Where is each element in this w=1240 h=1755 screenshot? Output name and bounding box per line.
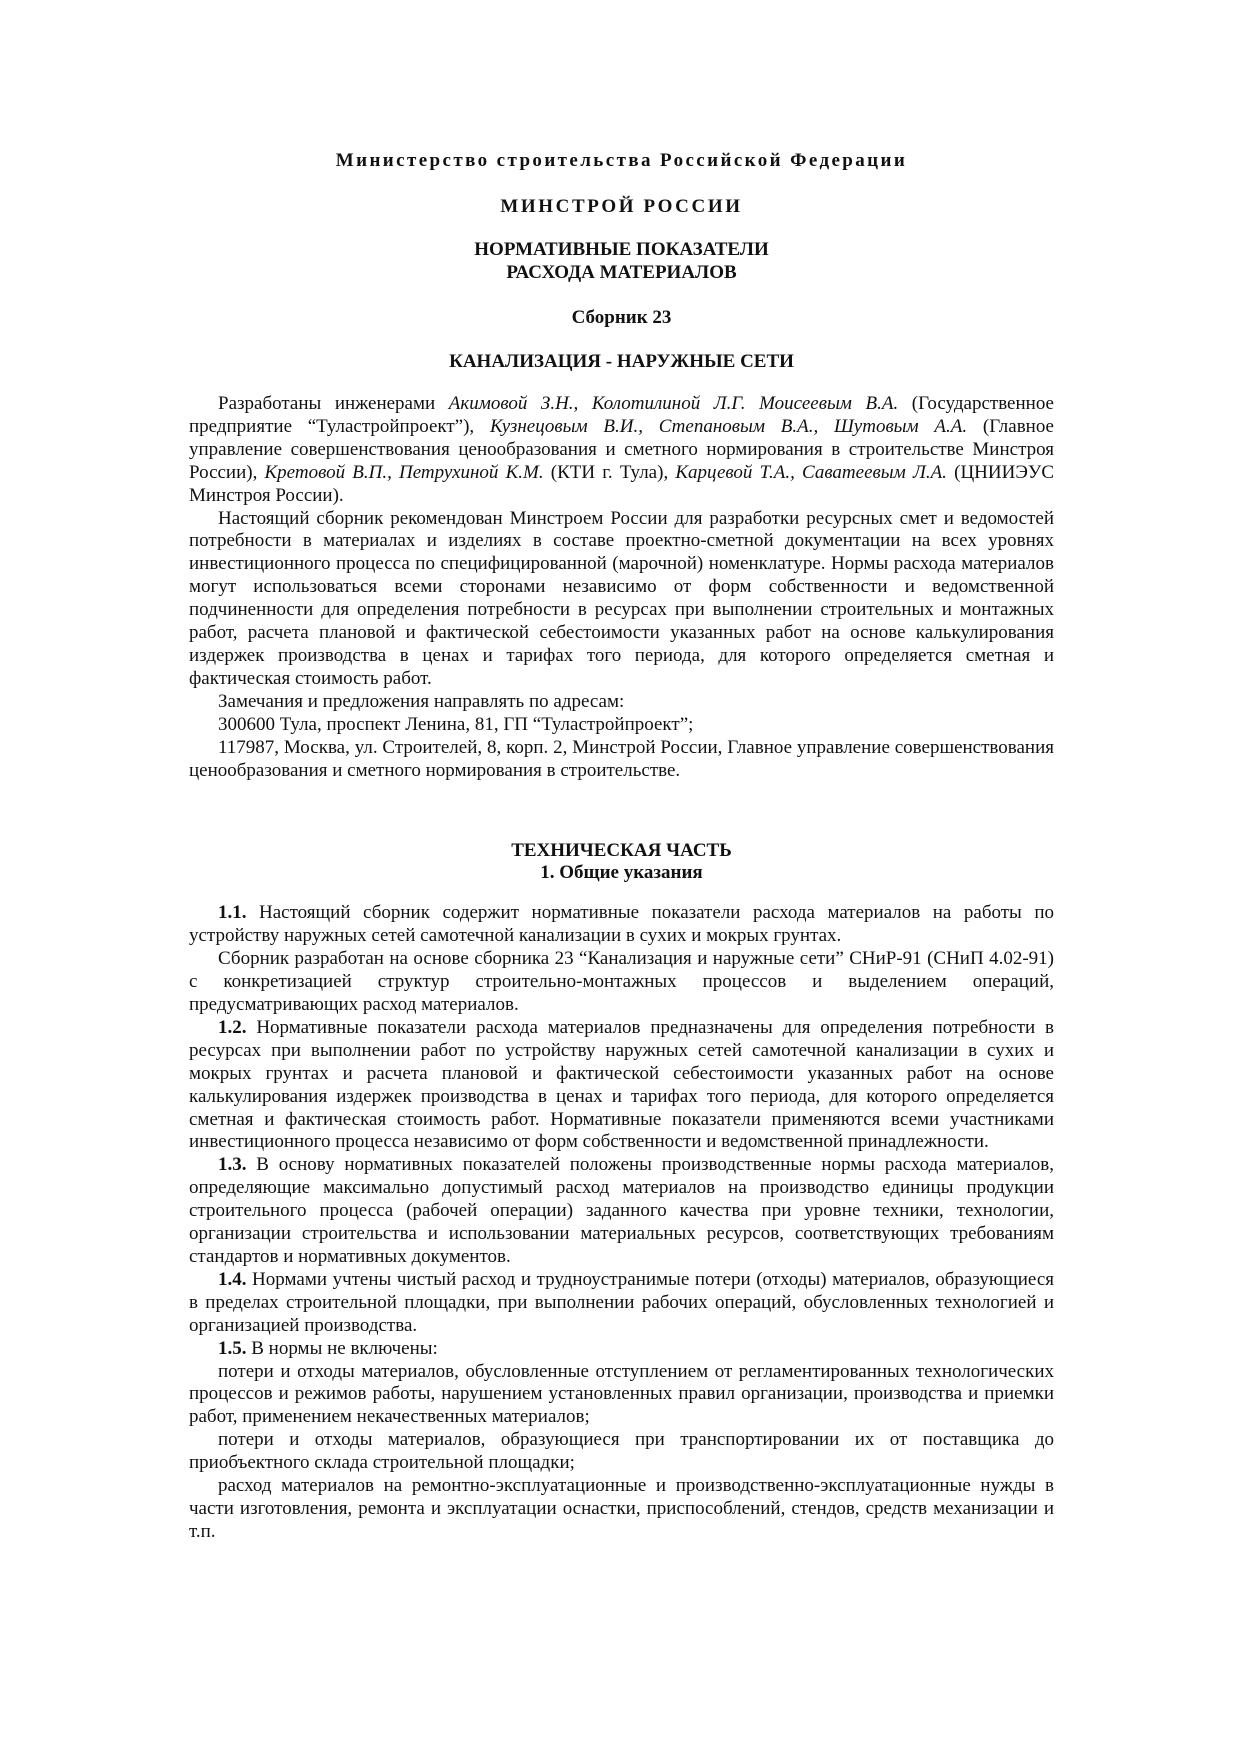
technical-section	[189, 902, 1054, 1543]
authors-text-2: (Государственное предприятие “Туластройпроект”),	[189, 393, 1054, 437]
clause-1-1	[189, 902, 1054, 948]
clause-1-1-basis: Сборник разработан на основе сборника 23 “Канализация и наружные сети” СНиР-91 (СНиП 4.02-91) с конкретизацией структур строительно-монтажных процессов и выделением операций, предусматривающих расход материалов.	[189, 948, 1054, 1016]
general-instructions-title: 1. Общие указания	[540, 862, 703, 884]
authors-names-2: Кузнецовым В.И., Степановым В.А., Шутовым А.А.	[489, 415, 968, 437]
clause-number: 1.4.	[218, 1268, 247, 1290]
document-title	[189, 238, 1054, 284]
clause-text: Настоящий сборник содержит нормативные показатели расхода материалов на работы по устройству наружных сетей самотечной канализации в сухих и мокрых грунтах.	[189, 902, 1054, 947]
intro-address-moscow: 117987, Москва, ул. Строителей, 8, корп. 2, Минстрой России, Главное управление совершенствования ценообразования и сметного нормирования в строительстве.	[189, 736, 1054, 781]
spacer	[189, 782, 1054, 840]
authors-names-4: Карцевой Т.А., Саватеевым Л.А.	[675, 461, 947, 483]
minstroy-title: МИНСТРОЙ РОССИИ	[500, 196, 743, 217]
ministry-title: Министерство строительства Российской Федерации	[335, 150, 908, 171]
authors-names-3: Кретовой В.П., Петрухиной К.М.	[264, 461, 544, 483]
intro-authors-paragraph	[189, 393, 1054, 508]
collection-topic: КАНАЛИЗАЦИЯ - НАРУЖНЫЕ СЕТИ	[449, 351, 794, 372]
clause-1-5-item-c: расход материалов на ремонтно-эксплуатационные и производственно-эксплуатационные нужды в части изготовления, ремонта и эксплуатации оснастки, приспособлений, стендов, средств механизации и т.п.	[189, 1475, 1054, 1542]
authors-text-1: Разработаны инженерами	[218, 393, 449, 414]
clause-number: 1.2.	[218, 1016, 247, 1038]
intro-purpose-paragraph: Настоящий сборник рекомендован Минстроем России для разработки ресурсных смет и ведомостей потребности в материалах и изделиях в составе проектно-сметной документации на всех уровнях инвестиционного процесса по специфицированной (марочной) номенклатуре. Нормы расхода материалов могут использоваться всеми сторонами независимо от форм собственности и ведомственной подчиненности для определения потребности в ресурсах при выполнении строительных и монтажных работ, расчета плановой и фактической себестоимости указанных работ на основе калькулирования издержек производства в ценах и тарифах того периода, для которого определяется сметная и фактическая стоимость работ.	[189, 507, 1054, 689]
document-page	[189, 146, 1054, 1544]
intro-address-tula: 300600 Тула, проспект Ленина, 81, ГП “Туластройпроект”;	[218, 713, 694, 735]
clause-number: 1.3.	[218, 1154, 247, 1176]
document-title-line2: РАСХОДА МАТЕРИАЛОВ	[506, 262, 737, 283]
clause-1-3	[189, 1154, 1054, 1269]
technical-part-heading	[189, 840, 1054, 884]
clause-1-5	[189, 1338, 1054, 1361]
clause-number: 1.5.	[218, 1337, 247, 1359]
clause-text: Нормативные показатели расхода материалов предназначены для определения потребности в ресурсах при выполнении работ по устройству наружных сетей самотечной канализации в сухих и мокрых грунтах и расчета плановой и фактической себестоимости указанных работ на основе калькулирования издержек производства в ценах и тарифах того периода, для которого определяется сметная и фактическая стоимость работ. Нормативные показатели применяются всеми участниками инвестиционного процесса независимо от форм собственности и ведомственной принадлежности.	[189, 1016, 1054, 1153]
authors-text-4: (КТИ г. Тула),	[543, 461, 676, 483]
technical-part-title: ТЕХНИЧЕСКАЯ ЧАСТЬ	[511, 840, 732, 862]
collection-number: Сборник 23	[571, 307, 672, 328]
clause-1-2	[189, 1017, 1054, 1154]
clause-1-5-item-b: потери и отходы материалов, образующиеся при транспортировании их от поставщика до приобъектного склада строительной площадки;	[189, 1429, 1054, 1474]
authors-text-5: (ЦНИИЭУС Минстроя России).	[189, 461, 1055, 506]
clause-text: В основу нормативных показателей положены производственные нормы расхода материалов, определяющие максимально допустимый расход материалов на производство единицы продукции строительного процесса (рабочей операции) заданного качества при уровне техники, технологии, организации строительства и использовании материальных ресурсов, соответствующих требованиям стандартов и нормативных документов.	[189, 1154, 1054, 1267]
document-title-line1: НОРМАТИВНЫЕ ПОКАЗАТЕЛИ	[474, 239, 769, 260]
clause-1-5-item-a: потери и отходы материалов, обусловленные отступлением от регламентированных технологических процессов и режимов работы, нарушением установленных правил организации, производства и приемки работ, применением некачественных материалов;	[189, 1360, 1054, 1428]
authors-names-1: Акимовой З.Н., Колотилиной Л.Г. Моисеевым В.А.	[448, 393, 899, 414]
clause-text: Нормами учтены чистый расход и трудноустранимые потери (отходы) материалов, образующиеся в пределах строительной площадки, при выполнении рабочих операций, обусловленных технологией и организацией производства.	[189, 1268, 1054, 1336]
authors-text-3: (Главное управление совершенствования ценообразования и сметного нормирования в строительстве Минстроя России),	[189, 415, 1054, 483]
clause-1-4	[189, 1269, 1054, 1338]
intro-section	[189, 393, 1054, 782]
intro-feedback-paragraph: Замечания и предложения направлять по адресам:	[218, 690, 625, 712]
clause-text: В нормы не включены:	[246, 1337, 438, 1359]
clause-number: 1.1.	[218, 902, 247, 924]
